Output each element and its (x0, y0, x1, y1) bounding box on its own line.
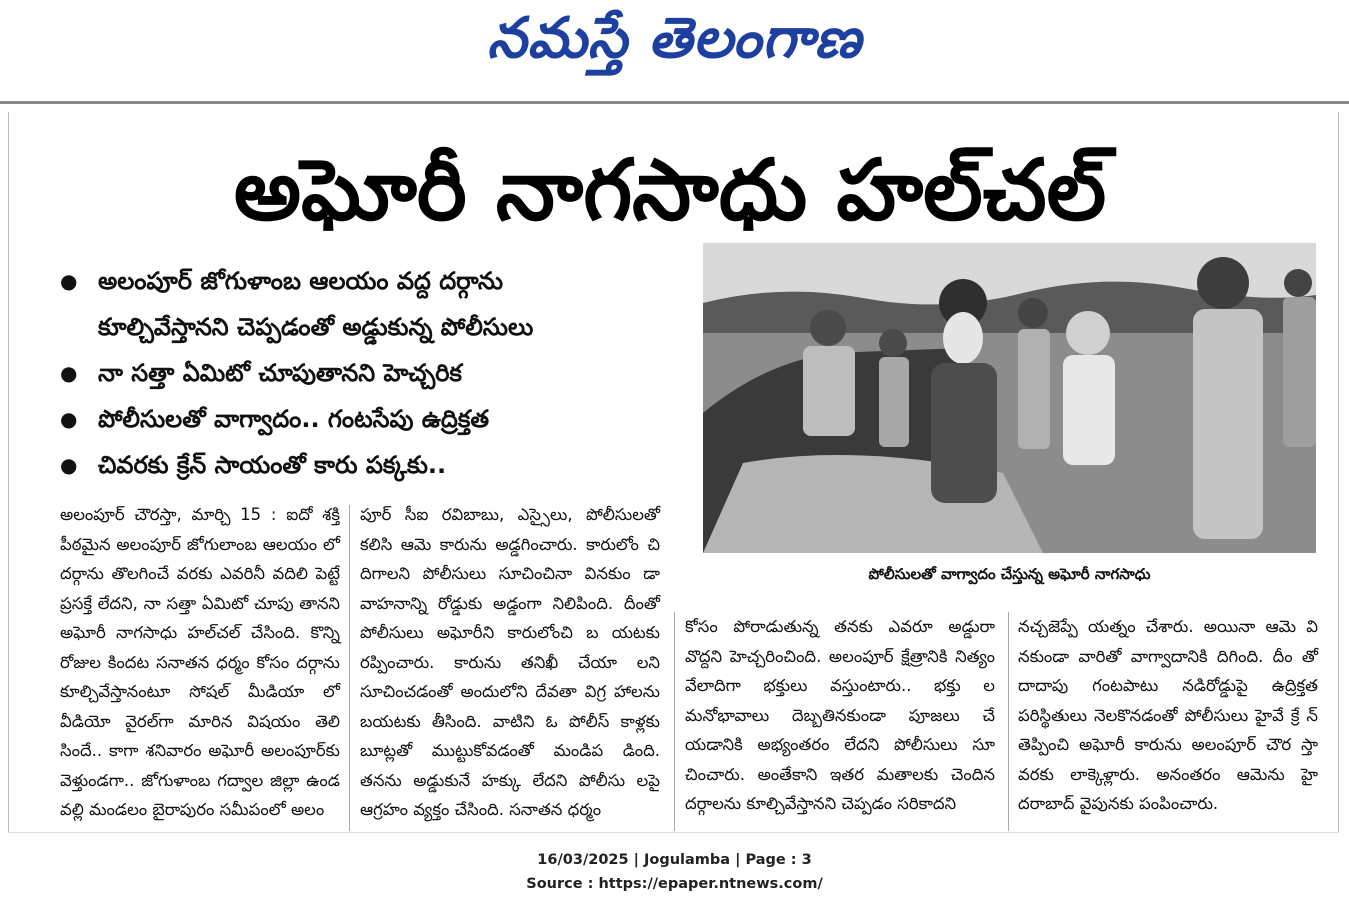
column-divider (349, 505, 350, 831)
newspaper-logo: నమస్తే తెలంగాణ (487, 6, 862, 71)
article-headline: అఘోరీ నాగసాధు హల్‌చల్ (233, 141, 1107, 239)
source-link[interactable]: Source : https://epaper.ntnews.com/ (526, 876, 823, 892)
masthead-divider (0, 101, 1349, 104)
photo-caption: పోలీసులతో వాగ్వాదం చేస్తున్న అఘోరీ నాగసాధు (868, 565, 1151, 583)
article-body-column-4: నచ్చజెప్పే యత్నం చేశారు. అయినా ఆమె వి నకుండా వారితో వాగ్వాదానికి దిగింది. దీం తో దాదాపు గంటపాటు నడిరోడ్డుపై ఉద్రిక్తత పరిస్థితులు నెలకొనడంతో పోలీసులు హైవే క్రే న్ తెప్పించి అఘోరీ కారును అలంపూర్ చౌర స్తా వరకు లాక్కెళ్లారు. అనంతరం ఆమెను హై దరాబాద్ వైపునకు పంపించారు. (1018, 617, 1318, 813)
bullet-line: నా సత్తా ఏమిటో చూపుతానని హెచ్చరిక (98, 359, 462, 387)
frame-right-border (1338, 112, 1339, 832)
column-divider (674, 612, 675, 831)
bullet-line: అలంపూర్ జోగుళాంబ ఆలయం వద్ద దర్గాను (98, 267, 504, 295)
article-body-column-2: పూర్ సీఐ రవిబాబు, ఎస్సైలు, పోలీసులతో కలిసి ఆమె కారును అడ్డగించారు. కారులోం చి దిగాలని పోలీసులు సూచించినా వినకుం డా వాహనాన్ని రోడ్డుకు అడ్డంగా నిలిపింది. దీంతో పోలీసులు అఘోరీని కారులోంచి బ యటకు రప్పించారు. కారును తనిఖీ చేయా లని సూచించడంతో అందులోని దేవతా విగ్ర హాలను బయటకు తీసింది. వాటిని ఓ పోలీస్ కాళ్లకు బూట్లతో ముట్టుకోవడంతో మండిప డింది. తనను అడ్డుకునే హక్కు లేదని పోలీసు లపై ఆగ్రహం వ్యక్తం చేసింది. సనాతన ధర్మం (360, 505, 660, 819)
bullet-item (60, 442, 680, 488)
masthead (0, 0, 1349, 100)
bottom-divider (8, 832, 1339, 833)
news-photo (703, 243, 1316, 553)
news-photo-illustration (703, 243, 1316, 553)
article-body-column-3: కోసం పోరాడుతున్న తనకు ఎవరూ అడ్డురా వొద్దని హెచ్చరించింది. అలంపూర్ క్షేత్రానికి నిత్యం వేలాదిగా భక్తులు వస్తుంటారు.. భక్తు ల మనోభావాలు దెబ్బతినకుండా పూజలు చే యడానికి అభ్యంతరం లేదని పోలీసులు సూ చించారు. అంతేకాని ఇతర మతాలకు చెందిన దర్గాలను కూల్చివేస్తానని చెప్పడం సరికాదని (685, 617, 995, 813)
column-divider (1008, 612, 1009, 831)
article-body-column-1: అలంపూర్ చౌరస్తా, మార్చి 15 : ఐదో శక్తి పీఠమైన అలంపూర్ జోగులాంబ ఆలయం లో దర్గాను తొలగించే వరకు ఎవరినీ వదిలి పెట్టే ప్రసక్తే లేదని, నా సత్తా ఏమిటో చూపు తానని అఘోరీ నాగసాధు హల్‌చల్ చేసింది. కొన్ని రోజుల కిందట సనాతన ధర్మం కోసం దర్గాను కూల్చివేస్తానంటూ సోషల్ మీడియా లో వీడియో వైరల్‌గా మారిన విషయం తెలి సిందే.. కాగా శనివారం అఘోరీ అలంపూర్‌కు వెళ్తుండగా.. జోగుళాంబ గద్వాల జిల్లా ఉండ వల్లి మండలం బైరాపురం సమీపంలో అలం (60, 505, 340, 819)
bullet-line: చివరకు క్రేన్ సాయంతో కారు పక్కకు.. (98, 451, 447, 479)
issue-info: 16/03/2025 | Jogulamba | Page : 3 (537, 852, 812, 868)
highlight-bullets (60, 258, 680, 488)
bullet-item (60, 350, 680, 396)
bullet-item (60, 396, 680, 442)
page-footer (0, 848, 1349, 896)
bullet-line: పోలీసులతో వాగ్వాదం.. గంటసేపు ఉద్రిక్తత (98, 405, 490, 433)
bullet-item (60, 258, 680, 350)
bullet-line-continued: కూల్చివేస్తానని చెప్పడంతో అడ్డుకున్న పోలీసులు (98, 313, 534, 341)
frame-left-border (8, 112, 9, 832)
